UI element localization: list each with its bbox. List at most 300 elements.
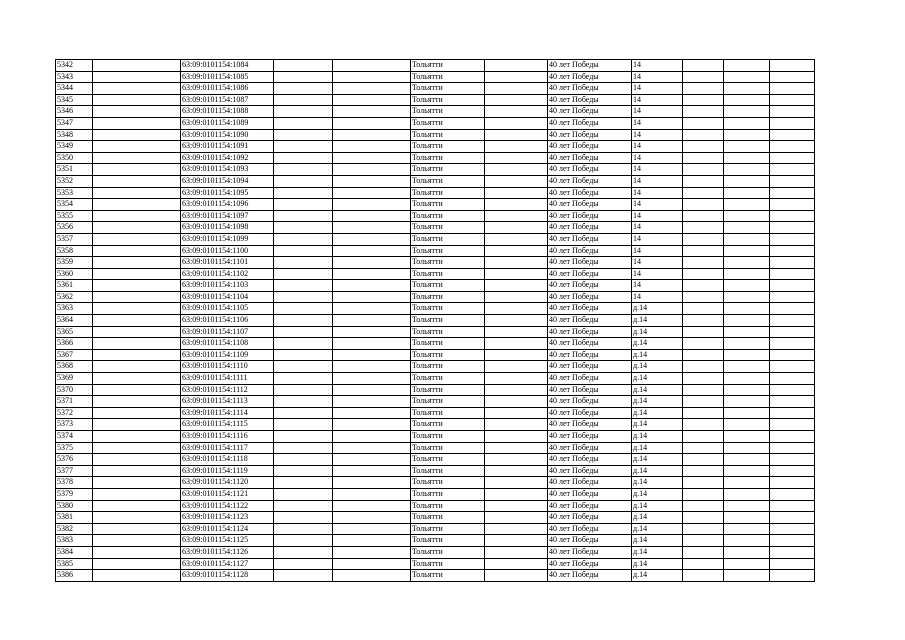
cell-empty	[93, 117, 181, 129]
cell-empty	[770, 303, 815, 315]
cell-empty	[485, 106, 548, 118]
cell-empty	[770, 291, 815, 303]
cell-empty	[93, 546, 181, 558]
cell-empty	[333, 477, 411, 489]
cell-empty	[770, 477, 815, 489]
cell-empty	[724, 396, 770, 408]
cell-cadastral-number: 63:09:0101154:1084	[181, 60, 274, 72]
cell-empty	[274, 535, 333, 547]
table-row	[56, 454, 815, 466]
cell-empty	[724, 512, 770, 524]
cell-empty	[274, 303, 333, 315]
cell-street: 40 лет Победы	[548, 117, 632, 129]
cell-cadastral-number: 63:09:0101154:1089	[181, 117, 274, 129]
cell-empty	[274, 268, 333, 280]
cell-house: д.14	[632, 488, 683, 500]
cell-cadastral-number: 63:09:0101154:1116	[181, 431, 274, 443]
cell-city: Тольятти	[411, 419, 485, 431]
cell-empty	[683, 396, 724, 408]
cell-empty	[724, 187, 770, 199]
cell-cadastral-number: 63:09:0101154:1087	[181, 94, 274, 106]
cell-empty	[274, 431, 333, 443]
cell-empty	[333, 419, 411, 431]
table-body	[56, 60, 815, 582]
cell-empty	[683, 349, 724, 361]
table-row	[56, 326, 815, 338]
cell-row-number: 5367	[56, 349, 93, 361]
table-row	[56, 199, 815, 211]
table-row	[56, 164, 815, 176]
cell-house: 14	[632, 187, 683, 199]
cell-empty	[485, 199, 548, 211]
cell-row-number: 5384	[56, 546, 93, 558]
cell-row-number: 5371	[56, 396, 93, 408]
cell-empty	[274, 407, 333, 419]
cell-empty	[485, 210, 548, 222]
cell-empty	[683, 488, 724, 500]
cell-empty	[274, 570, 333, 582]
cell-empty	[274, 454, 333, 466]
cell-city: Тольятти	[411, 245, 485, 257]
cell-street: 40 лет Победы	[548, 233, 632, 245]
table-row	[56, 187, 815, 199]
property-table	[55, 59, 815, 582]
cell-empty	[485, 361, 548, 373]
cell-house: 14	[632, 141, 683, 153]
cell-house: д.14	[632, 349, 683, 361]
cell-empty	[333, 233, 411, 245]
cell-empty	[274, 152, 333, 164]
cell-empty	[683, 512, 724, 524]
cell-empty	[333, 384, 411, 396]
cell-empty	[683, 303, 724, 315]
table-row	[56, 257, 815, 269]
cell-empty	[485, 303, 548, 315]
cell-empty	[683, 454, 724, 466]
cell-row-number: 5383	[56, 535, 93, 547]
cell-cadastral-number: 63:09:0101154:1112	[181, 384, 274, 396]
cell-empty	[333, 71, 411, 83]
cell-row-number: 5365	[56, 326, 93, 338]
cell-city: Тольятти	[411, 117, 485, 129]
cell-empty	[683, 442, 724, 454]
cell-city: Тольятти	[411, 361, 485, 373]
cell-empty	[485, 257, 548, 269]
table-row	[56, 175, 815, 187]
cell-empty	[485, 523, 548, 535]
cell-empty	[724, 152, 770, 164]
cell-house: 14	[632, 83, 683, 95]
cell-street: 40 лет Победы	[548, 454, 632, 466]
cell-empty	[274, 338, 333, 350]
cell-empty	[93, 187, 181, 199]
table-row	[56, 141, 815, 153]
cell-empty	[683, 175, 724, 187]
cell-street: 40 лет Победы	[548, 558, 632, 570]
cell-house: 14	[632, 199, 683, 211]
cell-empty	[333, 129, 411, 141]
cell-house: д.14	[632, 535, 683, 547]
cell-empty	[485, 431, 548, 443]
cell-house: д.14	[632, 373, 683, 385]
table-row	[56, 361, 815, 373]
cell-empty	[485, 384, 548, 396]
cell-row-number: 5368	[56, 361, 93, 373]
cell-city: Тольятти	[411, 523, 485, 535]
cell-empty	[724, 373, 770, 385]
cell-house: 14	[632, 60, 683, 72]
cell-street: 40 лет Победы	[548, 268, 632, 280]
cell-empty	[333, 512, 411, 524]
cell-empty	[770, 373, 815, 385]
cell-empty	[93, 210, 181, 222]
cell-empty	[333, 558, 411, 570]
cell-empty	[485, 268, 548, 280]
cell-empty	[683, 152, 724, 164]
cell-city: Тольятти	[411, 71, 485, 83]
cell-city: Тольятти	[411, 500, 485, 512]
cell-empty	[724, 442, 770, 454]
cell-empty	[485, 488, 548, 500]
cell-row-number: 5370	[56, 384, 93, 396]
cell-row-number: 5352	[56, 175, 93, 187]
cell-empty	[93, 361, 181, 373]
cell-cadastral-number: 63:09:0101154:1125	[181, 535, 274, 547]
cell-row-number: 5382	[56, 523, 93, 535]
cell-row-number: 5380	[56, 500, 93, 512]
cell-house: 14	[632, 94, 683, 106]
cell-city: Тольятти	[411, 303, 485, 315]
cell-empty	[485, 187, 548, 199]
cell-city: Тольятти	[411, 535, 485, 547]
cell-empty	[93, 558, 181, 570]
cell-house: д.14	[632, 558, 683, 570]
cell-cadastral-number: 63:09:0101154:1108	[181, 338, 274, 350]
table-row	[56, 291, 815, 303]
cell-empty	[333, 245, 411, 257]
cell-empty	[485, 465, 548, 477]
cell-empty	[770, 558, 815, 570]
cell-row-number: 5347	[56, 117, 93, 129]
cell-row-number: 5346	[56, 106, 93, 118]
cell-empty	[93, 315, 181, 327]
cell-city: Тольятти	[411, 488, 485, 500]
cell-empty	[724, 233, 770, 245]
cell-empty	[724, 280, 770, 292]
cell-empty	[724, 106, 770, 118]
cell-empty	[683, 419, 724, 431]
cell-street: 40 лет Победы	[548, 71, 632, 83]
cell-cadastral-number: 63:09:0101154:1110	[181, 361, 274, 373]
cell-empty	[274, 373, 333, 385]
cell-street: 40 лет Победы	[548, 199, 632, 211]
cell-empty	[683, 477, 724, 489]
table-row	[56, 129, 815, 141]
cell-city: Тольятти	[411, 280, 485, 292]
spreadsheet-page	[55, 59, 814, 582]
cell-house: д.14	[632, 512, 683, 524]
cell-empty	[333, 523, 411, 535]
cell-city: Тольятти	[411, 442, 485, 454]
cell-cadastral-number: 63:09:0101154:1118	[181, 454, 274, 466]
cell-empty	[93, 60, 181, 72]
cell-empty	[724, 361, 770, 373]
cell-empty	[683, 384, 724, 396]
table-row	[56, 512, 815, 524]
cell-row-number: 5355	[56, 210, 93, 222]
cell-empty	[770, 83, 815, 95]
cell-row-number: 5385	[56, 558, 93, 570]
cell-empty	[724, 349, 770, 361]
cell-empty	[485, 454, 548, 466]
cell-empty	[485, 141, 548, 153]
cell-empty	[770, 210, 815, 222]
cell-city: Тольятти	[411, 349, 485, 361]
table-row	[56, 523, 815, 535]
cell-empty	[683, 187, 724, 199]
cell-cadastral-number: 63:09:0101154:1094	[181, 175, 274, 187]
cell-city: Тольятти	[411, 431, 485, 443]
cell-house: 14	[632, 291, 683, 303]
cell-city: Тольятти	[411, 454, 485, 466]
cell-empty	[724, 315, 770, 327]
cell-empty	[683, 245, 724, 257]
cell-row-number: 5361	[56, 280, 93, 292]
cell-empty	[683, 431, 724, 443]
table-row	[56, 465, 815, 477]
cell-street: 40 лет Победы	[548, 94, 632, 106]
cell-empty	[683, 523, 724, 535]
cell-empty	[485, 175, 548, 187]
cell-street: 40 лет Победы	[548, 373, 632, 385]
cell-empty	[93, 83, 181, 95]
cell-empty	[770, 152, 815, 164]
cell-empty	[770, 222, 815, 234]
cell-empty	[333, 60, 411, 72]
table-row	[56, 396, 815, 408]
cell-empty	[683, 558, 724, 570]
cell-row-number: 5357	[56, 233, 93, 245]
table-row	[56, 71, 815, 83]
cell-city: Тольятти	[411, 512, 485, 524]
cell-empty	[333, 361, 411, 373]
cell-empty	[770, 280, 815, 292]
cell-city: Тольятти	[411, 546, 485, 558]
cell-house: д.14	[632, 361, 683, 373]
table-row	[56, 222, 815, 234]
cell-empty	[274, 361, 333, 373]
cell-empty	[333, 268, 411, 280]
cell-empty	[724, 384, 770, 396]
cell-empty	[770, 117, 815, 129]
cell-empty	[683, 315, 724, 327]
cell-street: 40 лет Победы	[548, 349, 632, 361]
cell-cadastral-number: 63:09:0101154:1101	[181, 257, 274, 269]
cell-street: 40 лет Победы	[548, 175, 632, 187]
cell-empty	[770, 106, 815, 118]
cell-empty	[724, 164, 770, 176]
cell-row-number: 5372	[56, 407, 93, 419]
cell-house: д.14	[632, 454, 683, 466]
cell-empty	[770, 268, 815, 280]
cell-cadastral-number: 63:09:0101154:1090	[181, 129, 274, 141]
cell-empty	[93, 373, 181, 385]
cell-empty	[93, 257, 181, 269]
cell-empty	[93, 303, 181, 315]
cell-row-number: 5364	[56, 315, 93, 327]
cell-empty	[770, 257, 815, 269]
cell-empty	[333, 431, 411, 443]
cell-empty	[770, 396, 815, 408]
cell-empty	[724, 465, 770, 477]
cell-empty	[274, 210, 333, 222]
cell-city: Тольятти	[411, 396, 485, 408]
cell-empty	[770, 199, 815, 211]
cell-empty	[333, 570, 411, 582]
cell-empty	[770, 454, 815, 466]
cell-empty	[724, 500, 770, 512]
cell-house: д.14	[632, 384, 683, 396]
cell-house: 14	[632, 152, 683, 164]
cell-house: д.14	[632, 523, 683, 535]
cell-cadastral-number: 63:09:0101154:1121	[181, 488, 274, 500]
table-row	[56, 477, 815, 489]
cell-empty	[93, 164, 181, 176]
cell-empty	[93, 199, 181, 211]
cell-row-number: 5360	[56, 268, 93, 280]
cell-empty	[93, 222, 181, 234]
cell-cadastral-number: 63:09:0101154:1098	[181, 222, 274, 234]
cell-empty	[770, 326, 815, 338]
cell-empty	[683, 546, 724, 558]
cell-street: 40 лет Победы	[548, 535, 632, 547]
cell-empty	[485, 477, 548, 489]
cell-row-number: 5348	[56, 129, 93, 141]
cell-empty	[683, 570, 724, 582]
cell-empty	[333, 152, 411, 164]
cell-city: Тольятти	[411, 477, 485, 489]
cell-city: Тольятти	[411, 83, 485, 95]
cell-street: 40 лет Победы	[548, 384, 632, 396]
cell-empty	[274, 326, 333, 338]
cell-street: 40 лет Победы	[548, 106, 632, 118]
cell-street: 40 лет Победы	[548, 83, 632, 95]
cell-empty	[724, 488, 770, 500]
table-row	[56, 268, 815, 280]
cell-empty	[770, 361, 815, 373]
cell-empty	[683, 60, 724, 72]
cell-empty	[683, 268, 724, 280]
cell-empty	[683, 500, 724, 512]
table-row	[56, 419, 815, 431]
cell-empty	[274, 245, 333, 257]
cell-empty	[770, 164, 815, 176]
cell-empty	[683, 199, 724, 211]
cell-empty	[333, 257, 411, 269]
cell-street: 40 лет Победы	[548, 442, 632, 454]
table-row	[56, 280, 815, 292]
cell-empty	[724, 129, 770, 141]
cell-street: 40 лет Победы	[548, 245, 632, 257]
cell-empty	[683, 326, 724, 338]
table-row	[56, 500, 815, 512]
cell-empty	[333, 535, 411, 547]
cell-empty	[274, 257, 333, 269]
cell-city: Тольятти	[411, 187, 485, 199]
cell-empty	[770, 141, 815, 153]
cell-empty	[770, 129, 815, 141]
cell-row-number: 5362	[56, 291, 93, 303]
cell-empty	[485, 71, 548, 83]
cell-street: 40 лет Победы	[548, 465, 632, 477]
cell-empty	[485, 512, 548, 524]
cell-street: 40 лет Победы	[548, 291, 632, 303]
cell-cadastral-number: 63:09:0101154:1091	[181, 141, 274, 153]
cell-empty	[770, 546, 815, 558]
cell-empty	[724, 523, 770, 535]
cell-cadastral-number: 63:09:0101154:1093	[181, 164, 274, 176]
cell-row-number: 5366	[56, 338, 93, 350]
cell-street: 40 лет Победы	[548, 546, 632, 558]
cell-cadastral-number: 63:09:0101154:1122	[181, 500, 274, 512]
cell-house: 14	[632, 129, 683, 141]
cell-empty	[333, 373, 411, 385]
cell-empty	[485, 442, 548, 454]
cell-empty	[724, 407, 770, 419]
cell-house: 14	[632, 280, 683, 292]
cell-empty	[485, 396, 548, 408]
cell-empty	[770, 407, 815, 419]
cell-empty	[333, 141, 411, 153]
cell-street: 40 лет Победы	[548, 257, 632, 269]
cell-city: Тольятти	[411, 268, 485, 280]
cell-city: Тольятти	[411, 570, 485, 582]
table-row	[56, 488, 815, 500]
cell-empty	[274, 199, 333, 211]
cell-empty	[485, 94, 548, 106]
cell-empty	[333, 280, 411, 292]
cell-empty	[724, 94, 770, 106]
cell-empty	[724, 222, 770, 234]
cell-empty	[770, 535, 815, 547]
cell-empty	[770, 71, 815, 83]
cell-row-number: 5378	[56, 477, 93, 489]
cell-street: 40 лет Победы	[548, 315, 632, 327]
cell-row-number: 5381	[56, 512, 93, 524]
cell-empty	[724, 210, 770, 222]
cell-city: Тольятти	[411, 60, 485, 72]
cell-cadastral-number: 63:09:0101154:1092	[181, 152, 274, 164]
cell-street: 40 лет Победы	[548, 477, 632, 489]
cell-empty	[333, 396, 411, 408]
cell-house: 14	[632, 222, 683, 234]
cell-street: 40 лет Победы	[548, 419, 632, 431]
cell-street: 40 лет Победы	[548, 222, 632, 234]
cell-empty	[683, 465, 724, 477]
cell-city: Тольятти	[411, 558, 485, 570]
cell-street: 40 лет Победы	[548, 338, 632, 350]
cell-city: Тольятти	[411, 373, 485, 385]
cell-empty	[333, 407, 411, 419]
cell-cadastral-number: 63:09:0101154:1100	[181, 245, 274, 257]
cell-street: 40 лет Победы	[548, 303, 632, 315]
cell-empty	[724, 291, 770, 303]
cell-empty	[93, 442, 181, 454]
cell-cadastral-number: 63:09:0101154:1126	[181, 546, 274, 558]
cell-empty	[683, 535, 724, 547]
cell-empty	[770, 431, 815, 443]
cell-empty	[274, 233, 333, 245]
